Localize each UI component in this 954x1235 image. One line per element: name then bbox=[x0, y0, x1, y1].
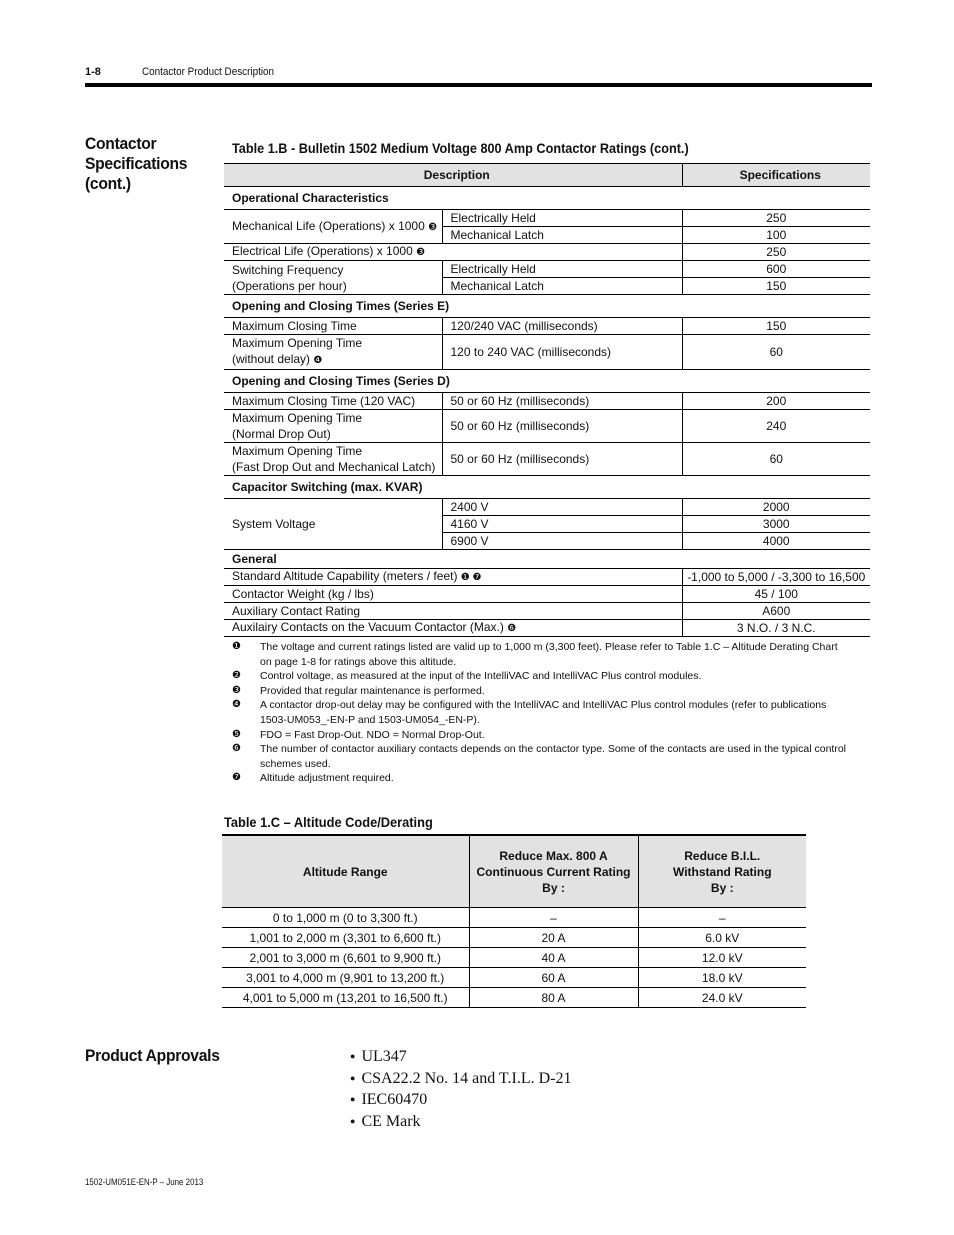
weight-value: 45 / 100 bbox=[682, 586, 870, 603]
current-cell: – bbox=[469, 908, 638, 928]
e-closing-condition: 120/240 VAC (milliseconds) bbox=[442, 318, 682, 335]
section-capacitor: Capacitor Switching (max. KVAR) bbox=[224, 476, 870, 499]
section-operational: Operational Characteristics bbox=[224, 187, 870, 210]
current-cell: 40 A bbox=[469, 948, 638, 968]
section-series-e: Opening and Closing Times (Series E) bbox=[224, 295, 870, 318]
sw-latch-label: Mechanical Latch bbox=[442, 278, 682, 295]
footer-publication: 1502-UM051E-EN-P – June 2013 bbox=[85, 1177, 204, 1187]
mech-life-held-value: 250 bbox=[682, 210, 870, 227]
note-ref: ❻ bbox=[507, 623, 517, 634]
footnote: ❸ Provided that regular maintenance is performed. bbox=[232, 684, 485, 697]
footnote: ❹ A contactor drop-out delay may be configured with the IntelliVAC and IntelliVAC Plus control modules (refer to publications 1503-UM053_-EN-P and 1503-UM054_-EN-P). bbox=[232, 699, 827, 726]
table-row bbox=[222, 968, 806, 988]
d-opening-normal-label: Maximum Opening Time (Normal Drop Out) bbox=[224, 410, 442, 443]
list-item: ● IEC60470 bbox=[350, 1090, 572, 1112]
note-ref: ❶ ❼ bbox=[460, 572, 482, 583]
d-closing-label: Maximum Closing Time (120 VAC) bbox=[224, 393, 442, 410]
col-reduce-bil: Reduce B.I.L. Withstand Rating By : bbox=[638, 835, 806, 908]
bil-cell: 12.0 kV bbox=[638, 948, 806, 968]
approvals-heading: Product Approvals bbox=[85, 1046, 220, 1065]
footnote: ❺ FDO = Fast Drop-Out. NDO = Normal Drop-Out. bbox=[232, 728, 485, 741]
table1-caption: Table 1.B - Bulletin 1502 Medium Voltage 800 Amp Contactor Ratings (cont.) bbox=[232, 141, 689, 156]
list-item: ● UL347 bbox=[350, 1047, 572, 1069]
bil-cell: – bbox=[638, 908, 806, 928]
voltage-2400-value: 2000 bbox=[682, 499, 870, 516]
aux-contacts-label: Auxilairy Contacts on the Vacuum Contactor (Max.) ❻ bbox=[224, 620, 682, 637]
footnote: ❶ The voltage and current ratings listed are valid up to 1,000 m (3,300 feet). Please refer to Table 1.C – Altitude Derating Chart on page 1-8 for ratings above this altitude. bbox=[232, 641, 838, 668]
d-opening-normal-condition: 50 or 60 Hz (milliseconds) bbox=[442, 410, 682, 443]
system-voltage-label: System Voltage bbox=[224, 499, 442, 550]
altitude-range-cell: 3,001 to 4,000 m (9,901 to 13,200 ft.) bbox=[222, 968, 469, 988]
ratings-table bbox=[224, 163, 870, 637]
current-cell: 60 A bbox=[469, 968, 638, 988]
footnote: ❼ Altitude adjustment required. bbox=[232, 772, 394, 785]
d-opening-fast-label: Maximum Opening Time (Fast Drop Out and Mechanical Latch) bbox=[224, 443, 442, 476]
col-specifications: Specifications bbox=[682, 164, 870, 187]
altitude-range-cell: 4,001 to 5,000 m (13,201 to 16,500 ft.) bbox=[222, 988, 469, 1008]
mech-life-latch-value: 100 bbox=[682, 227, 870, 244]
e-opening-value: 60 bbox=[682, 335, 870, 370]
list-item: ● CSA22.2 No. 14 and T.I.L. D-21 bbox=[350, 1069, 572, 1091]
weight-label: Contactor Weight (kg / lbs) bbox=[224, 586, 682, 603]
sw-held-value: 600 bbox=[682, 261, 870, 278]
e-opening-condition: 120 to 240 VAC (milliseconds) bbox=[442, 335, 682, 370]
list-item: ● CE Mark bbox=[350, 1112, 572, 1134]
mech-life-label: Mechanical Life (Operations) x 1000 ❸ bbox=[224, 210, 442, 244]
col-description: Description bbox=[224, 164, 682, 187]
current-cell: 20 A bbox=[469, 928, 638, 948]
table-row bbox=[222, 908, 806, 928]
sw-held-label: Electrically Held bbox=[442, 261, 682, 278]
aux-rating-label: Auxiliary Contact Rating bbox=[224, 603, 682, 620]
current-cell: 80 A bbox=[469, 988, 638, 1008]
altitude-range-cell: 0 to 1,000 m (0 to 3,300 ft.) bbox=[222, 908, 469, 928]
altitude-range-cell: 2,001 to 3,000 m (6,601 to 9,900 ft.) bbox=[222, 948, 469, 968]
section-title: Contactor Product Description bbox=[142, 66, 275, 78]
d-opening-fast-value: 60 bbox=[682, 443, 870, 476]
e-closing-value: 150 bbox=[682, 318, 870, 335]
voltage-4160-value: 3000 bbox=[682, 516, 870, 533]
note-ref: ❸ bbox=[416, 247, 426, 258]
section-series-d: Opening and Closing Times (Series D) bbox=[224, 370, 870, 393]
table-row bbox=[222, 988, 806, 1008]
note-ref: ❸ bbox=[428, 221, 438, 233]
voltage-6900-value: 4000 bbox=[682, 533, 870, 550]
voltage-2400: 2400 V bbox=[442, 499, 682, 516]
specs-heading: Contactor Specifications (cont.) bbox=[85, 134, 188, 193]
note-ref: ❹ bbox=[313, 355, 323, 366]
table-row bbox=[222, 928, 806, 948]
switching-frequency-label: Switching Frequency (Operations per hour) bbox=[224, 261, 442, 295]
col-altitude-range: Altitude Range bbox=[222, 835, 469, 908]
mech-life-latch-label: Mechanical Latch bbox=[442, 227, 682, 244]
e-opening-label: Maximum Opening Time (without delay) ❹ bbox=[224, 335, 442, 370]
bil-cell: 6.0 kV bbox=[638, 928, 806, 948]
section-general: General bbox=[224, 550, 870, 569]
altitude-range-cell: 1,001 to 2,000 m (3,301 to 6,600 ft.) bbox=[222, 928, 469, 948]
header-rule bbox=[85, 83, 872, 87]
approvals-list bbox=[350, 1047, 572, 1133]
elec-life-value: 250 bbox=[682, 244, 870, 261]
bil-cell: 24.0 kV bbox=[638, 988, 806, 1008]
d-opening-normal-value: 240 bbox=[682, 410, 870, 443]
footnotes bbox=[232, 640, 852, 786]
footnote: ❷ Control voltage, as measured at the input of the IntelliVAC and IntelliVAC Plus control modules. bbox=[232, 670, 702, 683]
aux-rating-value: A600 bbox=[682, 603, 870, 620]
table-row bbox=[222, 948, 806, 968]
mech-life-held-label: Electrically Held bbox=[442, 210, 682, 227]
page-number: 1-8 bbox=[85, 66, 101, 78]
altitude-value: -1,000 to 5,000 / -3,300 to 16,500 bbox=[682, 569, 870, 586]
voltage-6900: 6900 V bbox=[442, 533, 682, 550]
altitude-derating-table bbox=[222, 834, 806, 1008]
sw-latch-value: 150 bbox=[682, 278, 870, 295]
altitude-label: Standard Altitude Capability (meters / feet) ❶ ❼ bbox=[224, 569, 682, 586]
elec-life-label: Electrical Life (Operations) x 1000 ❸ bbox=[224, 244, 682, 261]
footnote: ❻ The number of contactor auxiliary contacts depends on the contactor type. Some of the contacts are used in the typical control schemes used. bbox=[232, 743, 846, 770]
e-closing-label: Maximum Closing Time bbox=[224, 318, 442, 335]
table2-caption: Table 1.C – Altitude Code/Derating bbox=[224, 815, 433, 830]
d-closing-condition: 50 or 60 Hz (milliseconds) bbox=[442, 393, 682, 410]
bil-cell: 18.0 kV bbox=[638, 968, 806, 988]
d-opening-fast-condition: 50 or 60 Hz (milliseconds) bbox=[442, 443, 682, 476]
col-reduce-current: Reduce Max. 800 A Continuous Current Rating By : bbox=[469, 835, 638, 908]
voltage-4160: 4160 V bbox=[442, 516, 682, 533]
d-closing-value: 200 bbox=[682, 393, 870, 410]
aux-contacts-value: 3 N.O. / 3 N.C. bbox=[682, 620, 870, 637]
